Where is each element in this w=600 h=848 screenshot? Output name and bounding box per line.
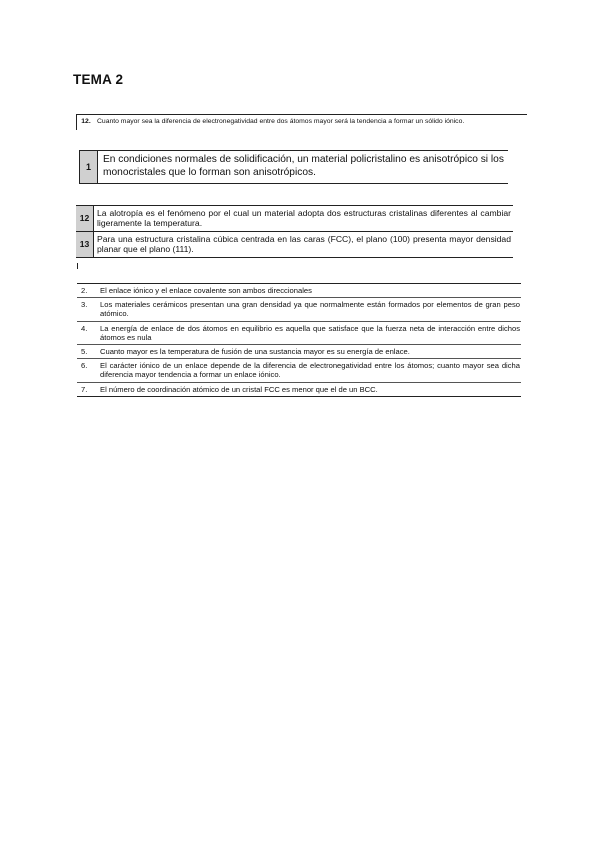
question-row: [77, 284, 521, 297]
question-text: El carácter iónico de un enlace depende de la diferencia de electronegatividad entre los átomos; cuanto mayor sea dicha diferencia mayor tendencia a formar un enlace iónico.: [100, 361, 520, 380]
question-number: 13: [76, 232, 94, 257]
question-text: El número de coordinación atómico de un cristal FCC es menor que el de un BCC.: [100, 384, 378, 394]
question-number: 3.: [81, 300, 88, 310]
question-block-b: [79, 150, 508, 184]
question-text: Los materiales cerámicos presentan una gran densidad ya que normalmente están formados por elementos de gran peso atómico.: [100, 300, 520, 319]
question-row: [77, 297, 521, 320]
question-row: [76, 231, 513, 257]
question-text: En condiciones normales de solidificación, un material policristalino es anisotrópico si los monocristales que lo forman son anisotrópicos.: [103, 154, 504, 178]
question-number: 4.: [81, 323, 88, 333]
question-number: 1: [79, 151, 98, 183]
question-number: 12: [76, 206, 94, 231]
question-text: La alotropía es el fenómeno por el cual un material adopta dos estructuras cristalinas diferentes al cambiar ligeramente la temperatura.: [97, 208, 511, 229]
table-rule: [77, 263, 78, 269]
question-number: 2.: [81, 286, 88, 295]
question-text: Cuanto mayor es la temperatura de fusión de una sustancia mayor es su energía de enlace.: [100, 347, 410, 357]
question-block-d: [77, 283, 521, 397]
question-row: [77, 115, 527, 130]
question-number: 5.: [81, 347, 88, 357]
question-text: La energía de enlace de dos átomos en equilibrio es aquella que satisface que la fuerza neta de interacción entre dichos átomos es nula: [100, 323, 520, 342]
question-number: 12.: [81, 118, 91, 125]
question-text: Para una estructura cristalina cúbica centrada en las caras (FCC), el plano (100) presenta mayor densidad planar que el plano (111).: [97, 233, 511, 255]
page-title: TEMA 2: [73, 72, 124, 87]
question-text: El enlace iónico y el enlace covalente son ambos direccionales: [100, 286, 312, 295]
question-row: [77, 321, 521, 344]
question-row: [77, 382, 521, 396]
question-block-c: [76, 205, 513, 258]
question-number: 7.: [81, 384, 88, 394]
question-row: [79, 151, 508, 183]
question-row: [77, 344, 521, 358]
question-number: 6.: [81, 361, 88, 371]
question-block-a: [76, 114, 527, 130]
question-text: Cuanto mayor sea la diferencia de electronegatividad entre dos átomos mayor será la tendencia a formar un sólido iónico.: [97, 118, 465, 125]
question-row: [76, 206, 513, 231]
question-row: [77, 358, 521, 381]
